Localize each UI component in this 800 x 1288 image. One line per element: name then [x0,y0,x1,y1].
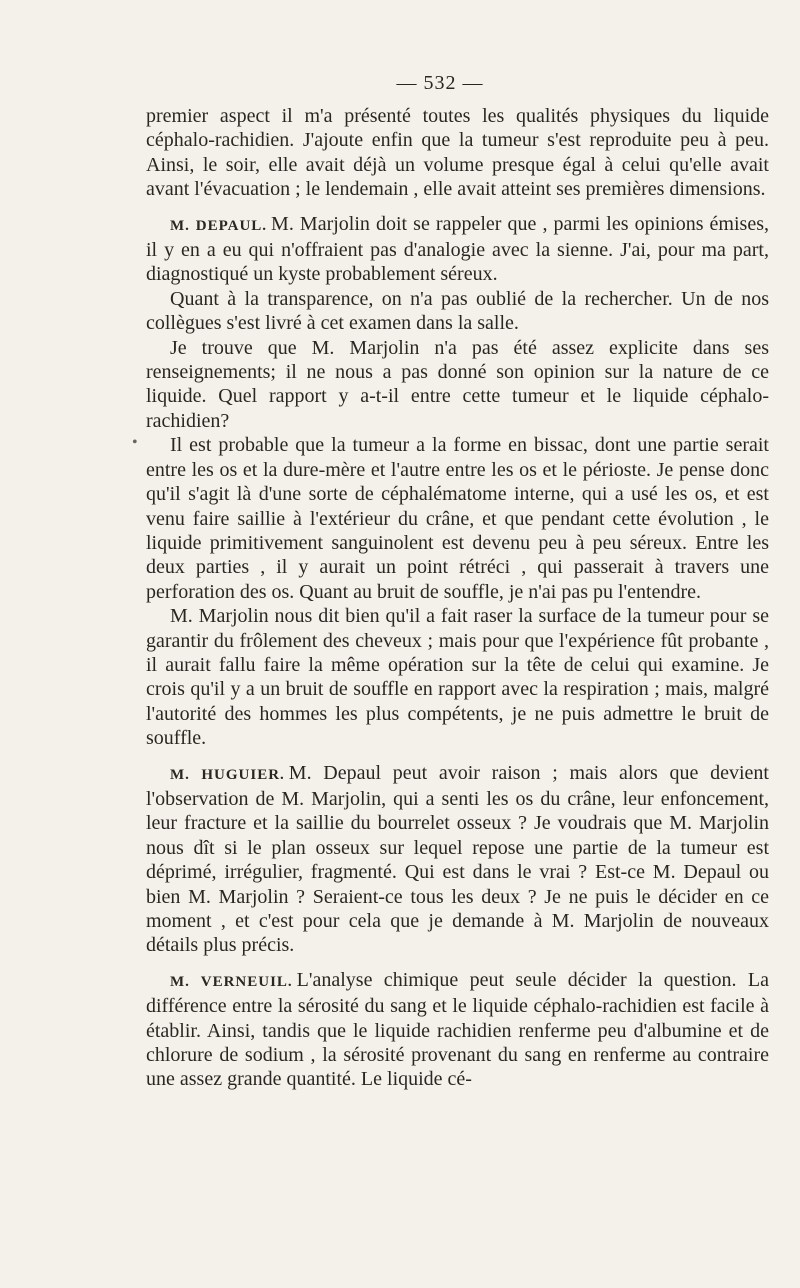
paragraph-depaul [146,212,769,287]
paragraph-transparency [146,287,769,336]
paragraph-text: M. Marjolin nous dit bien qu'il a fait raser la surface de la tumeur pour se garantir du frôlement des cheveux ; mais pour que l'expérience fût probante , il aurait fallu faire la même opération sur la tête de celui qui examine. Je crois qu'il y a un bruit de souffle en rapport avec la respiration ; mais, malgré l'autorité des hommes les plus compétents, je ne puis admettre le bruit de souffle. [146,605,769,750]
paragraph-text: M. Depaul peut avoir raison ; mais alors que devient l'observation de M. Marjolin, qui a senti les os du crâne, leur enfoncement, leur fracture et la saillie du bourrelet osseux ? Je voudrais que M. Marjolin nous dît si le plan osseux sur lequel repose une partie de la tumeur est déprimé, irrégulier, fragmenté. Qui est dans le vrai ? Est-ce M. Depaul ou bien M. Marjolin ? Seraient-ce tous les deux ? Je ne puis le décider en ce moment , et c'est pour cela que je demande à M. Marjolin de nouveaux détails plus précis. [146,761,769,957]
paragraph-text: Quant à la transparence, on n'a pas oublié de la rechercher. Un de nos collègues s'est livré à cet examen dans la salle. [146,287,769,335]
page-body [146,104,769,1092]
paragraph-verneuil [146,968,769,1092]
paragraph-text: M. Marjolin doit se rappeler que , parmi les opinions émises, il y en a eu qui n'offraient pas d'analogie avec la sienne. J'ai, pour ma part, diagnostiqué un kyste probablement séreux. [146,212,769,286]
paragraph-text: premier aspect il m'a présenté toutes les qualités physiques du liquide céphalo-rachidien. J'ajoute enfin que la tumeur s'est reproduite peu à peu. Ainsi, le soir, elle avait déjà un volume presque égal à celui qu'elle avait avant l'évacuation ; le lendemain , elle avait atteint ses premières dimensions. [146,105,769,201]
paragraph-text: L'analyse chimique peut seule décider la question. La différence entre la sérosité du sang et le liquide céphalo-rachidien est facile à établir. Ainsi, tandis que le liquide rachidien renferme peu d'albumine et de chlorure de sodium , la sérosité provenant du sang en renferme au contraire une assez grande quantité. Le liquide cé- [146,968,769,1091]
margin-dot-mark: • [132,434,138,451]
paragraph-text: Je trouve que M. Marjolin n'a pas été assez explicite dans ses renseignements; il ne nous a pas donné son opinion sur la nature de ce liquide. Quel rapport y a-t-il entre cette tumeur et le liquide céphalo-rachidien? [146,336,769,432]
paragraph-hypothesis [146,433,769,604]
page-number: — 532 — [396,72,484,94]
paragraph-huguier [146,761,769,958]
paragraph-question [146,336,769,434]
paragraph-continuation [146,104,769,202]
speaker-name: M. DEPAUL. [170,217,268,234]
paragraph-text: Il est probable que la tumeur a la forme en bissac, dont une partie serait entre les os et la dure-mère et l'autre entre les os et le périoste. Je pense donc qu'il s'agit là d'une sorte de céphalématome interne, qui a usé les os, et est venu faire saillie à l'extérieur du crâne, et que pendant cette évolution , le liquide primitivement sanguinolent est devenu peu à peu séreux. Entre les deux parties , il y aurait un point rétréci , qui passerait à travers une perforation des os. Quant au bruit de souffle, je n'ai pas pu l'entendre. [146,434,769,603]
speaker-name: M. VERNEUIL. [170,973,293,990]
paragraph-souffle [146,604,769,750]
speaker-name: M. HUGUIER. [170,766,285,783]
